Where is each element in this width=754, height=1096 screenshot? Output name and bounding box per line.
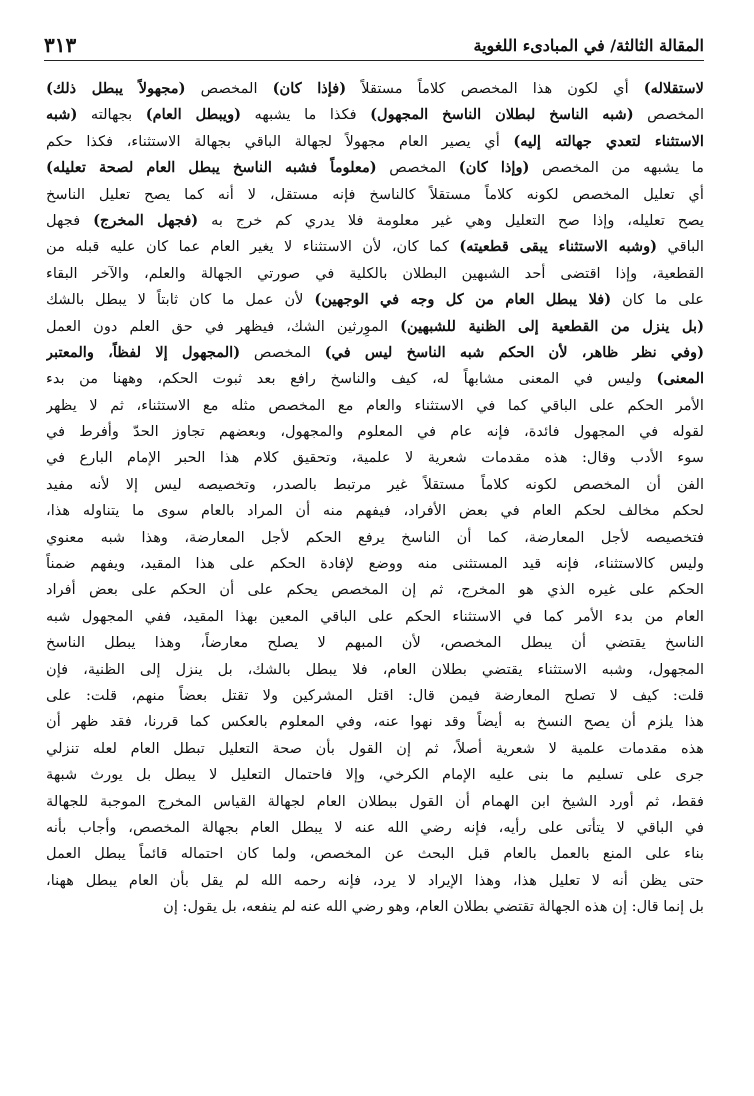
text-line	[46, 577, 704, 603]
text-segment: فتخصيصه لأجل المعارضة، كما أن الناسخ يرفع الحكم لأجل المعارضة، وهذا شبه معنوي	[46, 528, 704, 546]
text-segment: الأمر الحكم على الباقي كما في الاستثناء والعام مع المخصص مثله مع الاستثناء، ثم لا يظهر	[46, 396, 704, 414]
text-line	[46, 208, 704, 234]
text-line	[46, 419, 704, 445]
bold-text-segment: (فإذا كان)	[272, 80, 347, 97]
bold-text-segment: لاستقلاله)	[643, 80, 704, 97]
running-title: المقالة الثالثة/ في المبادىء اللغوية	[473, 35, 704, 55]
text-segment: المخصص	[633, 106, 704, 124]
bold-text-segment: (وإذا كان)	[458, 159, 530, 177]
text-segment: لأن عمل ما كان ثابتاً لا يبطل بالشك	[46, 291, 315, 309]
text-segment: وليس كالاستثناء، فإنه قيد المستثنى منه ووضع لإفادة الحكم على هذا المقيد، ويفهم ضمناً	[46, 555, 704, 573]
text-segment: الباقي	[657, 238, 704, 256]
text-line	[46, 736, 704, 762]
bold-text-segment: (مجهولاً يبطل ذلك)	[46, 80, 186, 97]
bold-text-segment: (فجهل المخرج)	[93, 211, 199, 229]
text-segment: هذه مقدمات علمية لا شعرية أصلاً، ثم إن القول بأن صحة التعليل تبطل العام لعله تنزلي	[46, 739, 704, 757]
page-number: ٣١٣	[44, 33, 77, 57]
text-segment: حتى يظن أنه لا تعليل هذا، وهذا الإيراد لا يرد، فإنه رحمه الله لم يقل بأن العام يبطل ههنا،	[46, 871, 704, 889]
bold-text-segment: الاستثناء لتعدي جهالته إليه)	[513, 132, 704, 150]
text-segment: فكذا ما يشبهه	[241, 106, 371, 124]
text-segment: في الباقي لا يتأتى على رأيه، فإنه رضي الله عنه لا يبطل العام بجهالة المخصص، وأجاب بأنه	[46, 818, 704, 836]
body-text	[46, 76, 704, 921]
text-line	[46, 366, 704, 392]
bold-text-segment: (فلا يبطل العام من كل وجه في الوجهين)	[314, 291, 612, 309]
text-segment: بناء على المنع بالعمل بالعام قبل البحث عن المخصص، ولما كان احتماله قائماً يبطل العمل	[46, 845, 704, 863]
text-segment: الحكم على غيره الذي هو المخرج، ثم إن المخصص يحكم على أن الحكم على بعض أفراد	[46, 581, 704, 599]
text-line	[46, 551, 704, 577]
page-header	[44, 30, 704, 61]
bold-text-segment: (معلوماً فشبه الناسخ يبطل العام لصحة تعليله)	[46, 159, 377, 177]
text-line	[46, 604, 704, 630]
text-segment: المخصص	[376, 159, 459, 177]
text-line	[46, 182, 704, 208]
bold-text-segment: (شبه	[46, 106, 78, 124]
bold-text-segment: (وفي نظر ظاهر، لأن الحكم شبه الناسخ ليس في)	[324, 343, 704, 361]
text-segment: سوء الأدب وقال: هذه مقدمات شعرية لا علمية، وتحقيق كلام هذا الحبر الإمام البارع في	[46, 449, 704, 467]
text-segment: المخصص	[240, 343, 325, 361]
text-segment: المجهول، وشبه الاستثناء يقتضي بطلان العام، فلا يبطل بالشك، بل ينزل إلى الظنية، فإن	[46, 660, 704, 678]
text-segment: العام من بدء الأمر كما في الاستثناء الحكم على الباقي المعين بهذا المقيد، ففي المجهول شبه	[46, 607, 704, 625]
text-line	[46, 261, 704, 287]
text-segment: يصح تعليله، وإذا صح التعليل وهي غير معلومة فلا يدري كم خرج به	[198, 211, 704, 229]
text-segment: فقط، ثم أورد الشيخ ابن الهمام أن القول ببطلان العام لجهالة القياس المخرج الموجبة للجهالة	[46, 792, 704, 810]
text-line	[46, 762, 704, 788]
text-line	[46, 657, 704, 683]
text-segment: بجهالته	[77, 106, 146, 124]
text-segment: الفن أن المخصص لكونه كلاماً مستقلاً غير مرتبط بالصدر، وتخصيصه ليس إلا لأنه مفيد	[46, 475, 704, 493]
text-segment: أي تعليل المخصص لكونه كلاماً مستقلاً كالناسخ فإنه مستقل، لا أنه كما يصح تعليل الناسخ	[46, 185, 704, 203]
text-line	[46, 815, 704, 841]
text-line	[46, 340, 704, 366]
text-segment: ما يشبهه من المخصص	[529, 159, 704, 177]
text-segment: وليس في المعنى مشابهاً له، كيف والناسخ رافع بعد ثبوت الحكم، وههنا من بدء	[46, 370, 657, 388]
text-line	[46, 841, 704, 867]
text-line	[46, 287, 704, 313]
text-line	[46, 868, 704, 894]
text-line	[46, 789, 704, 815]
text-segment: أي يصير العام مجهولاً لجهالة الباقي بجهالة الاستثناء، فكذا حكم	[46, 132, 514, 150]
bold-text-segment: المعنى)	[656, 370, 704, 388]
text-line	[46, 102, 704, 128]
text-line	[46, 76, 704, 102]
text-line	[46, 630, 704, 656]
bold-text-segment: (بل ينزل من القطعية إلى الظنية للشبهين)	[400, 317, 704, 335]
bold-text-segment: (ويبطل العام)	[145, 106, 242, 124]
text-segment: قلت: كيف لا تصلح المعارضة فيمن قال: اقتل المشركين ولا تقتل بعضاً منهم، قلت: على	[46, 686, 704, 704]
text-line	[46, 472, 704, 498]
text-segment: الموِرثين الشك، فيظهر في حق العلم دون العمل	[46, 317, 401, 335]
text-segment: كما كان، لأن الاستثناء لا يغير العام عما كان عليه قبله من	[46, 238, 460, 256]
text-segment: المخصص	[185, 80, 273, 97]
text-line	[46, 525, 704, 551]
text-line	[46, 155, 704, 181]
text-line	[46, 393, 704, 419]
text-segment: القطعية، وإذا اقتضى أحد الشبهين البطلان بالكلية في صورتي الجهالة والعلم، والآخر البقاء	[46, 264, 704, 282]
text-line	[46, 314, 704, 340]
text-segment: فجهل	[46, 211, 94, 229]
text-line	[46, 445, 704, 471]
text-segment: لقوله في المجهول فائدة، فإنه عام في المعلوم والمجهول، وبعضهم تجاوز الحدّ وأفرط في	[46, 423, 704, 441]
bold-text-segment: (المجهول إلا لفظاً، والمعتبر	[46, 343, 241, 361]
text-line	[46, 129, 704, 155]
text-segment: الناسخ يقتضي أن يبطل المخصص، لأن المبهم لا يصلح معارضاً، وهذا يبطل الناسخ	[46, 634, 704, 652]
bold-text-segment: (وشبه الاستثناء يبقى قطعيته)	[459, 238, 658, 256]
text-line	[46, 894, 704, 920]
text-segment: جرى على تسليم ما بنى عليه الإمام الكرخي، وإلا فاحتمال التعليل لا يبطل بل يورث شبهة	[46, 766, 704, 784]
text-segment: على ما كان	[611, 291, 704, 309]
bold-text-segment: (شبه الناسخ لبطلان الناسخ المجهول)	[370, 106, 634, 124]
text-line	[46, 683, 704, 709]
text-segment: أي لكون هذا المخصص كلاماً مستقلاً	[346, 80, 644, 97]
text-line	[46, 498, 704, 524]
text-segment: بل إنما قال: إن هذه الجهالة تقتضي بطلان العام، وهو رضي الله عنه لم ينفعه، بل يقول: إن	[163, 898, 704, 916]
text-segment: هذا يلزم أن يصح النسخ به أيضاً وقد نهوا عنه، وفي المعلوم بالعكس كما قررنا، فقد ظهر أن	[46, 713, 704, 731]
text-line	[46, 709, 704, 735]
text-segment: لحكم مخالف لحكم العام في بعض الأفراد، فيفهم منه أن المراد بالعام سوى ما يتناوله هذا،	[46, 502, 704, 520]
text-line	[46, 234, 704, 260]
